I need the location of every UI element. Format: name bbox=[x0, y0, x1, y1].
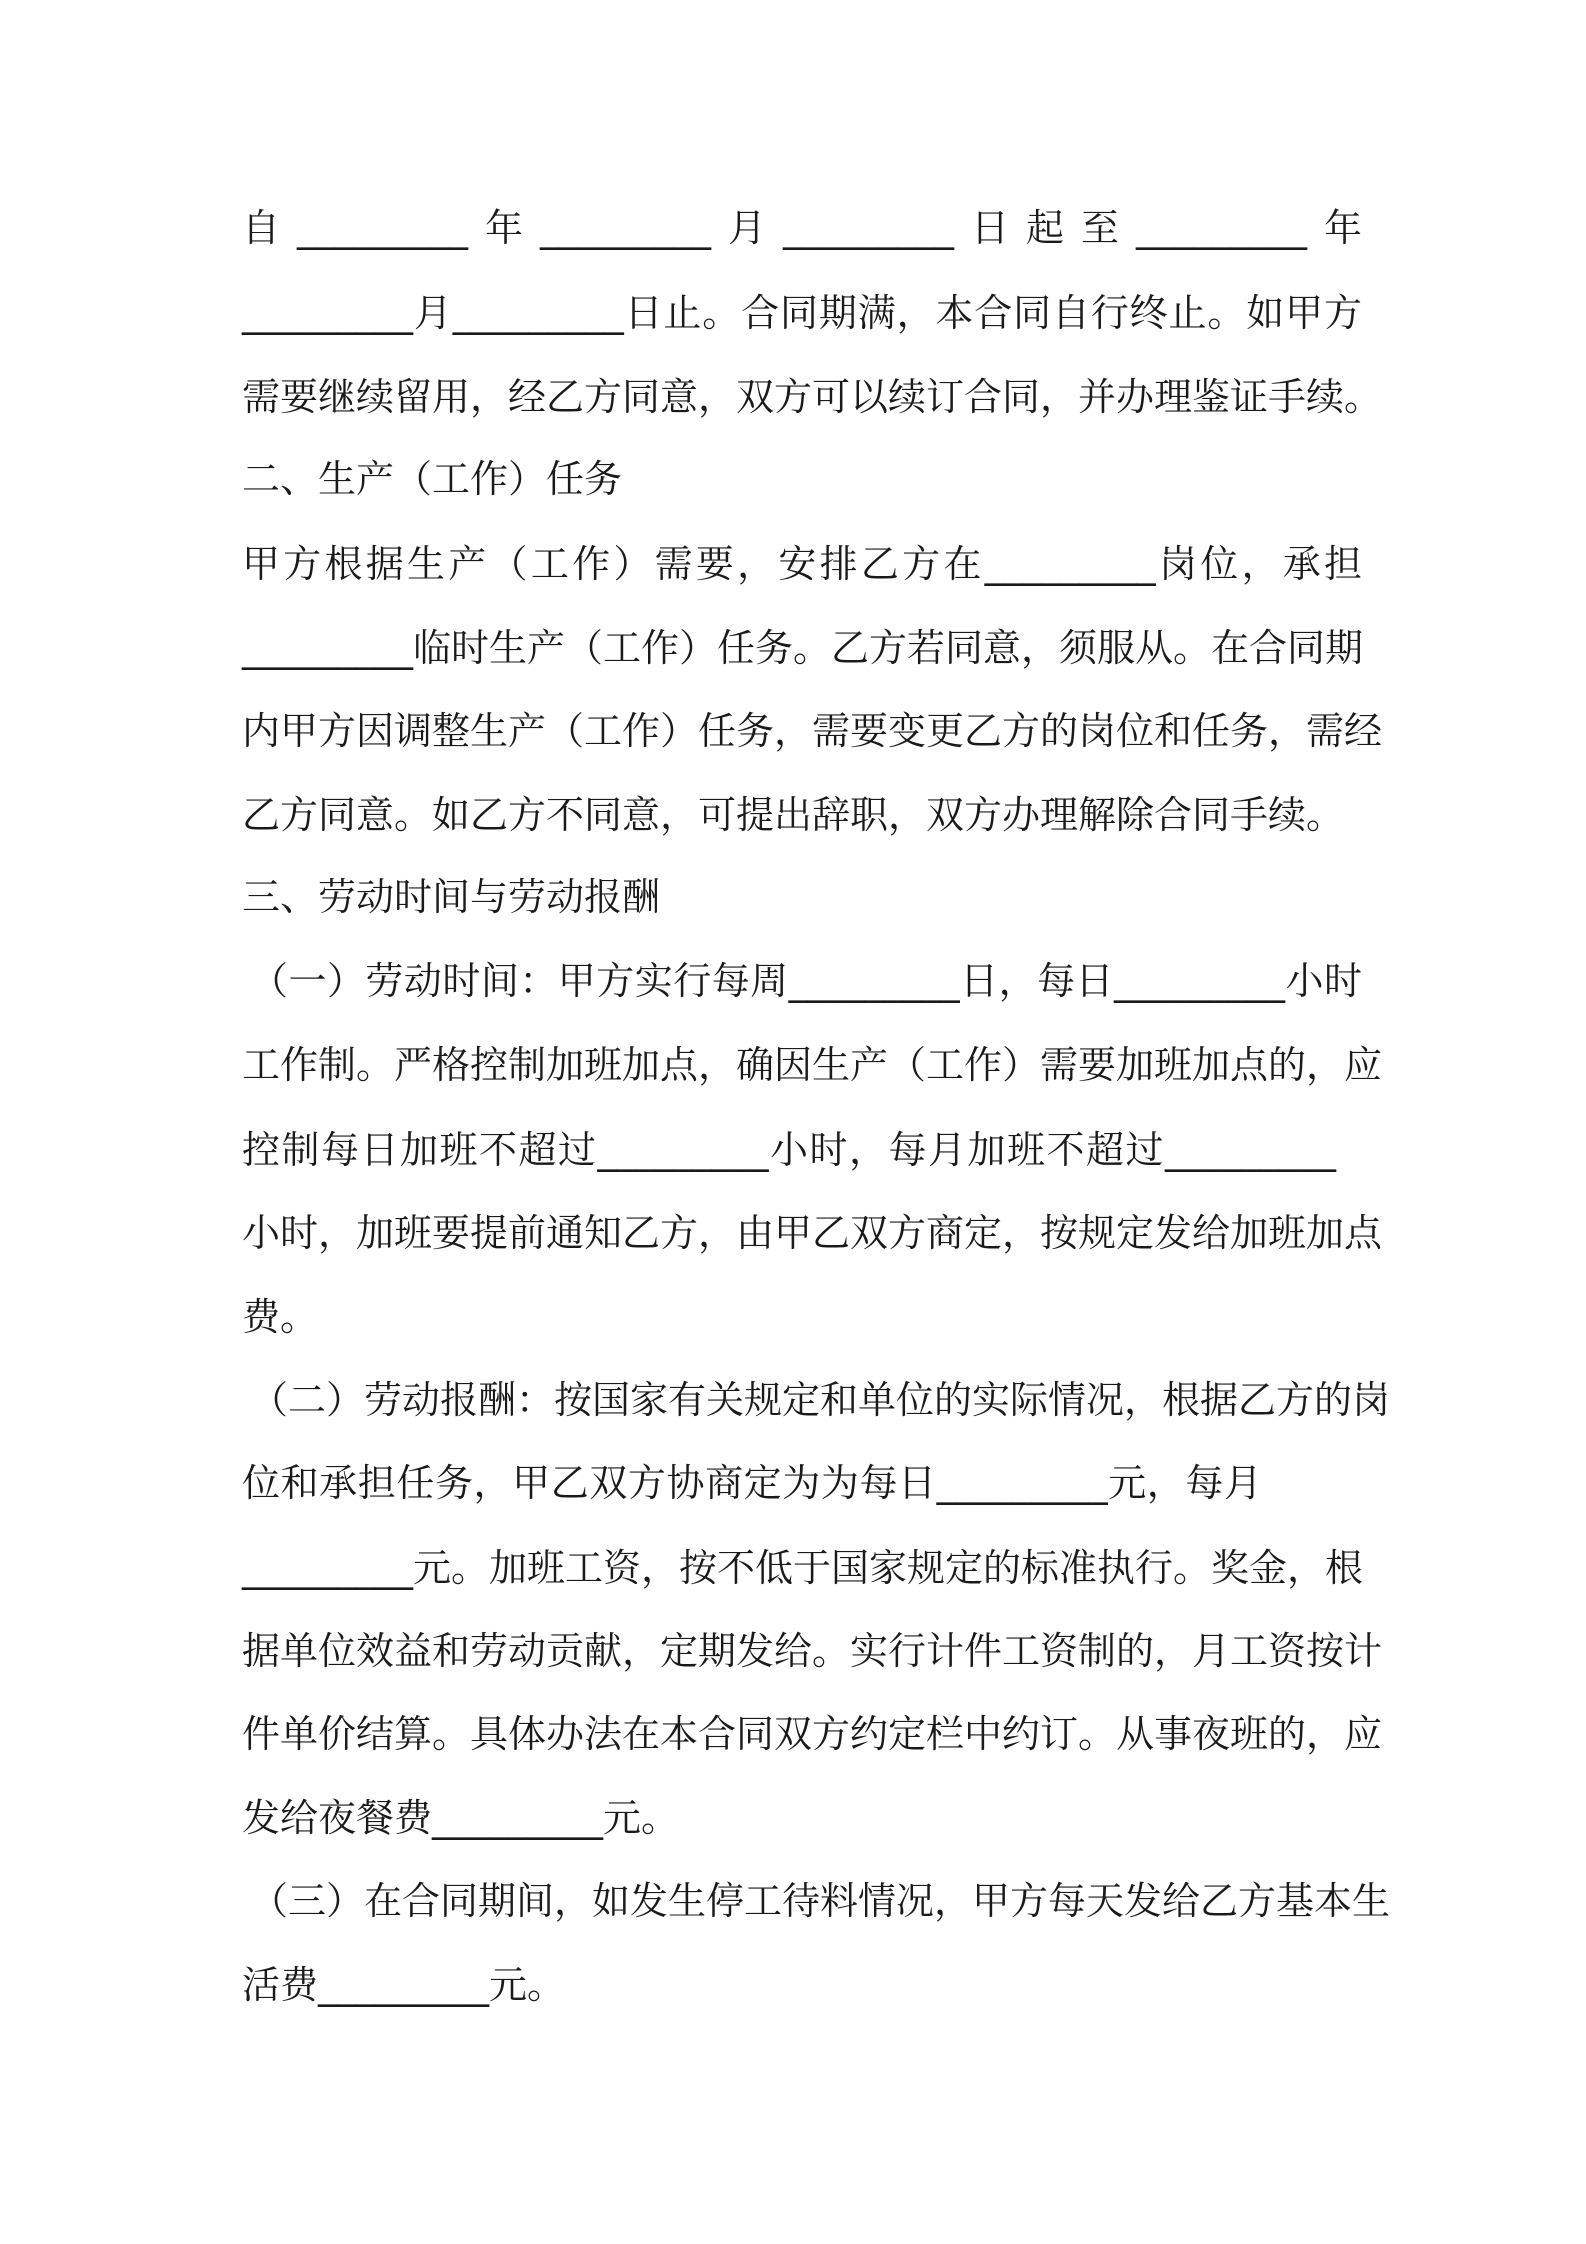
text-line: 件单价结算。具体办法在本合同双方约定栏中约订。从事夜班的，应 bbox=[242, 1712, 1383, 1756]
text-line: （一）劳动时间：甲方实行每周_________日，每日_________小时 bbox=[250, 959, 1362, 1003]
text-line: 内甲方因调整生产（工作）任务，需要变更乙方的岗位和任务，需经 bbox=[242, 709, 1383, 753]
text-line: 需要继续留用，经乙方同意，双方可以续订合同，并办理鉴证手续。 bbox=[242, 375, 1383, 419]
text-line: 控制每日加班不超过_________小时，每月加班不超过_________ bbox=[242, 1128, 1336, 1172]
text-line: _________月_________日止。合同期满，本合同自行终止。如甲方 bbox=[242, 291, 1362, 335]
text-line: 发给夜餐费_________元。 bbox=[242, 1796, 680, 1840]
text-line: 甲方根据生产（工作）需要，安排乙方在_________岗位，承担 bbox=[242, 542, 1362, 586]
text-line: _________临时生产（工作）任务。乙方若同意，须服从。在合同期 bbox=[242, 626, 1364, 670]
text-line: （三）在合同期间，如发生停工待料情况，甲方每天发给乙方基本生 bbox=[250, 1879, 1391, 1923]
text-line: 费。 bbox=[242, 1295, 319, 1339]
text-line: 小时，加班要提前通知乙方，由甲乙双方商定，按规定发给加班加点 bbox=[242, 1211, 1383, 1255]
section-heading: 二、生产（工作）任务 bbox=[242, 457, 623, 501]
text-line: 乙方同意。如乙方不同意，可提出辞职，双方办理解除合同手续。 bbox=[242, 793, 1345, 837]
text-line: 自_________年_________月_________日起至_________年 bbox=[242, 206, 1362, 250]
text-line: _________元。加班工资，按不低于国家规定的标准执行。奖金，根 bbox=[242, 1546, 1364, 1590]
text-line: 工作制。严格控制加班加点，确因生产（工作）需要加班加点的，应 bbox=[242, 1043, 1383, 1087]
text-line: 据单位效益和劳动贡献，定期发给。实行计件工资制的，月工资按计 bbox=[242, 1629, 1383, 1673]
text-line: 活费_________元。 bbox=[242, 1963, 566, 2007]
section-heading: 三、劳动时间与劳动报酬 bbox=[242, 875, 661, 919]
text-line: （二）劳动报酬：按国家有关规定和单位的实际情况，根据乙方的岗 bbox=[250, 1378, 1391, 1422]
text-line: 位和承担任务，甲乙双方协商定为为每日_________元，每月 bbox=[242, 1461, 1262, 1505]
